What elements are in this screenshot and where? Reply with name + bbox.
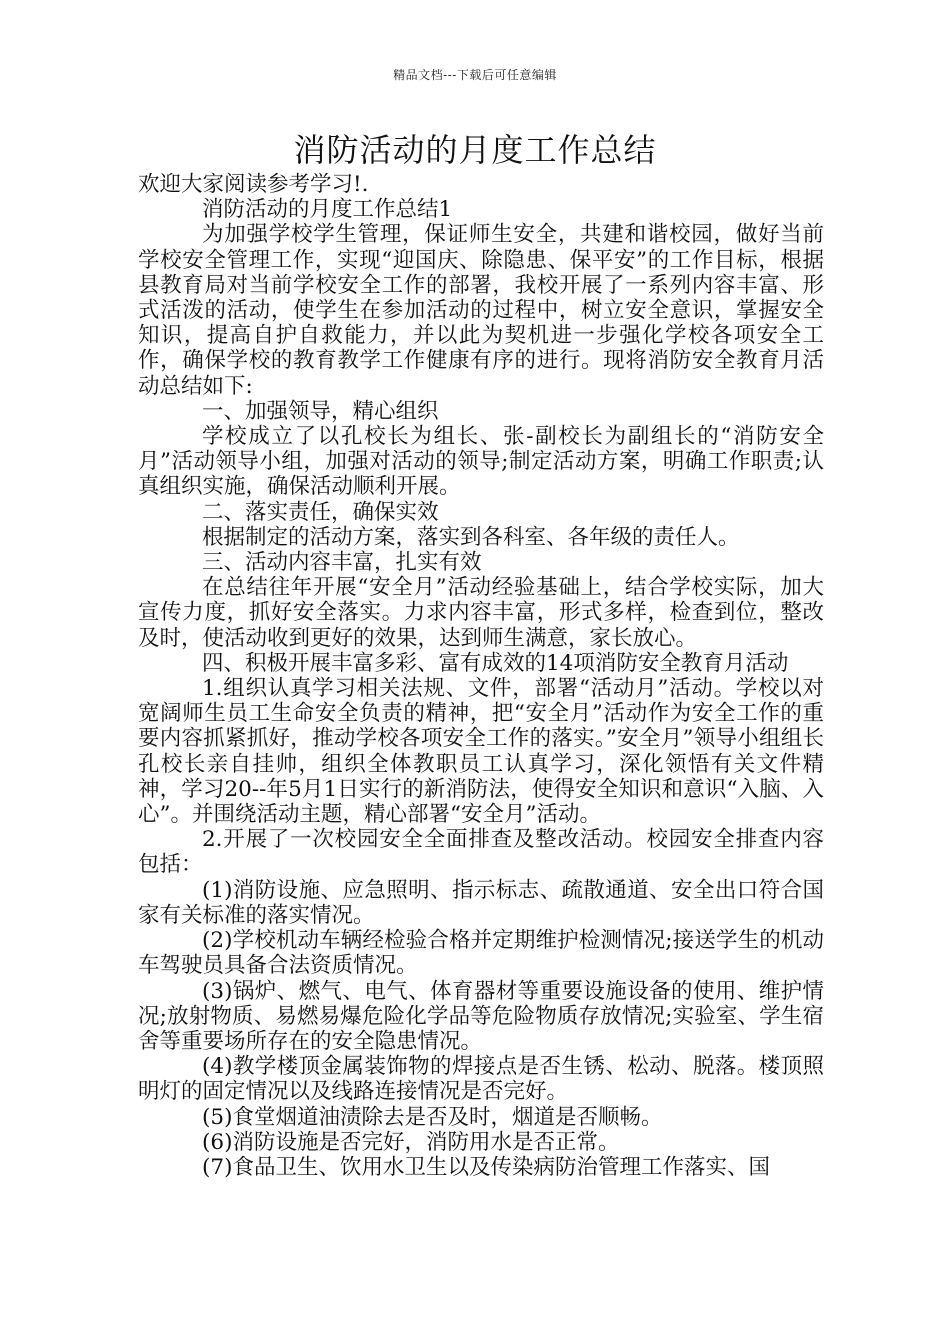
page-title: 消防活动的月度工作总结 <box>293 131 657 169</box>
intro-line: 欢迎大家阅读参考学习!. <box>138 172 369 197</box>
body-paragraph: 根据制定的活动方案，落实到各科室、各年级的责任人。 <box>202 524 740 550</box>
list-item: (5)食堂烟道油渍除去是否及时，烟道是否顺畅。 <box>202 1104 663 1130</box>
section-heading: 二、落实责任，确保实效 <box>202 499 439 525</box>
header-note: 精品文档---下载后可任意编辑 <box>393 68 557 82</box>
list-item: (4)教学楼顶金属装饰物的焊接点是否生锈、松动、脱落。楼顶照明灯的固定情况以及线路连接情况是否完好。 <box>138 1054 824 1105</box>
body-paragraph: 学校成立了以孔校长为组长、张-副校长为副组长的“消防安全月”活动领导小组，加强对活动的领导;制定活动方案，明确工作职责;认真组织实施，确保活动顺利开展。 <box>138 424 824 500</box>
subtitle-paragraph: 消防活动的月度工作总结1 <box>202 197 453 223</box>
document-body <box>138 172 824 1180</box>
list-item: (2)学校机动车辆经检验合格并定期维护检测情况;接送学生的机动车驾驶员具备合法资质情况。 <box>138 928 824 979</box>
section-heading: 三、活动内容丰富，扎实有效 <box>202 550 482 576</box>
section-heading: 一、加强领导，精心组织 <box>202 398 439 424</box>
body-paragraph: 为加强学校学生管理，保证师生安全，共建和谐校园，做好当前学校安全管理工作，实现“迎国庆、除隐患、保平安”的工作目标，根据县教育局对当前学校安全工作的部署，我校开展了一系列内容丰富、形式活泼的活动，使学生在参加活动的过程中，树立安全意识，掌握安全知识，提高自护自救能力，并以此为契机进一步强化学校各项安全工作，确保学校的教育教学工作健康有序的进行。现将消防安全教育月活动总结如下: <box>138 222 824 399</box>
body-paragraph: 在总结往年开展“安全月”活动经验基础上，结合学校实际，加大宣传力度，抓好安全落实。力求内容丰富，形式多样，检查到位，整改及时，使活动收到更好的效果，达到师生满意，家长放心。 <box>138 575 824 651</box>
list-item: (6)消防设施是否完好，消防用水是否正常。 <box>202 1129 620 1155</box>
list-item: (3)锅炉、燃气、电气、体育器材等重要设施设备的使用、维护情况;放射物质、易燃易爆危险化学品等危险物质存放情况;实验室、学生宿舍等重要场所存在的安全隐患情况。 <box>138 978 824 1054</box>
body-paragraph: 1.组织认真学习相关法规、文件，部署“活动月”活动。学校以对宽阔师生员工生命安全负责的精神，把“安全月”活动作为安全工作的重要内容抓紧抓好，推动学校各项安全工作的落实。”安全月”领导小组组长孔校长亲自挂帅，组织全体教职员工认真学习，深化领悟有关文件精神，学习20--年5月1日实行的新消防法，使得安全知识和意识“入脑、入心”。并围绕活动主题，精心部署“安全月”活动。 <box>138 676 824 828</box>
list-item: (1)消防设施、应急照明、指示标志、疏散通道、安全出口符合国家有关标准的落实情况。 <box>138 877 824 928</box>
body-paragraph: 2.开展了一次校园安全全面排查及整改活动。校园安全排查内容包括： <box>138 827 824 878</box>
list-item: (7)食品卫生、饮用水卫生以及传染病防治管理工作落实、国 <box>202 1154 770 1180</box>
section-heading: 四、积极开展丰富多彩、富有成效的14项消防安全教育月活动 <box>202 650 789 676</box>
